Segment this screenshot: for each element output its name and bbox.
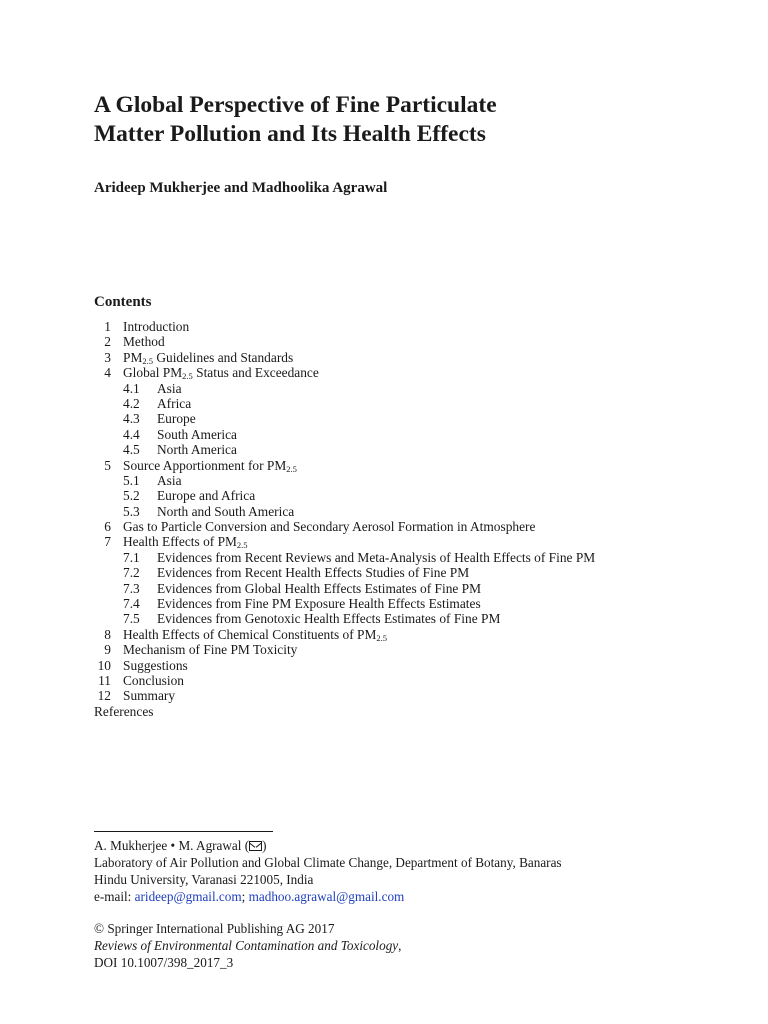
toc-entry-title: Evidences from Recent Health Effects Studies of Fine PM <box>157 565 470 581</box>
paper-page <box>94 0 734 1024</box>
toc-entry-title: Suggestions <box>123 657 188 673</box>
author-footnote <box>94 837 734 905</box>
toc-entry-number: 6 <box>104 519 111 535</box>
toc-entry-title: Gas to Particle Conversion and Secondary Aerosol Formation in Atmosphere <box>123 519 536 535</box>
toc-entry-title: Europe <box>157 411 196 427</box>
toc-entry-subscript: 2.5 <box>376 632 388 643</box>
toc-entry-title: Introduction <box>123 319 190 334</box>
toc-entry-number: 8 <box>104 626 111 642</box>
toc-entry[interactable] <box>94 550 734 565</box>
email-link-agrawal[interactable]: madhoo.agrawal@gmail.com <box>248 889 405 904</box>
toc-entry-title <box>123 458 297 473</box>
toc-entry-number: 4.5 <box>123 442 140 458</box>
toc-entry[interactable] <box>94 319 734 334</box>
toc-entry-title: Asia <box>157 380 182 396</box>
toc-entry-title: References <box>94 703 154 719</box>
copyright-notice: © Springer International Publishing AG 2017 <box>94 921 335 936</box>
email-label: e-mail: <box>94 889 135 904</box>
toc-entry-number: 1 <box>104 319 111 334</box>
toc-entry-title-suffix: Status and Exceedance <box>192 365 319 381</box>
footnote-authors-close: ) <box>262 838 267 853</box>
affiliation-line-2: Hindu University, Varanasi 221005, India <box>94 872 314 887</box>
toc-entry[interactable] <box>94 581 734 596</box>
toc-entry-title <box>123 365 319 380</box>
toc-entry[interactable] <box>94 458 734 473</box>
toc-entry[interactable] <box>94 381 734 396</box>
toc-entry-title: Europe and Africa <box>157 488 256 504</box>
toc-entry-number: 12 <box>97 688 111 704</box>
toc-entry-title: North America <box>157 442 237 458</box>
toc-entry-title: South America <box>157 426 237 442</box>
toc-entry-number: 4.1 <box>123 380 140 396</box>
toc-entry-number: 4 <box>104 365 111 381</box>
toc-entry-title: Evidences from Recent Reviews and Meta-Analysis of Health Effects of Fine PM <box>157 549 596 565</box>
journal-line <box>94 937 734 954</box>
contents-heading: Contents <box>94 294 152 310</box>
toc-entry-number: 2 <box>104 334 111 350</box>
envelope-icon[interactable] <box>249 841 262 851</box>
footnote-authors <box>94 837 734 854</box>
toc-entry[interactable] <box>94 688 734 703</box>
toc-entry-number: 5.2 <box>123 488 140 504</box>
toc-entry[interactable] <box>94 596 734 611</box>
toc-entry-title: Summary <box>123 688 176 704</box>
toc-entry-number: 5.3 <box>123 503 140 519</box>
toc-entry-title-text: PM <box>123 349 143 365</box>
toc-entry-number: 7.2 <box>123 565 140 581</box>
toc-entry-subscript: 2.5 <box>236 540 248 551</box>
title-line-2: Matter Pollution and Its Health Effects <box>94 121 486 147</box>
footnote-authors-text: A. Mukherjee • M. Agrawal ( <box>94 838 250 853</box>
journal-name: Reviews of Environmental Contamination and Toxicology <box>94 938 399 953</box>
toc-entry-title: Evidences from Fine PM Exposure Health Effects Estimates <box>157 596 481 612</box>
toc-entry[interactable] <box>94 427 734 442</box>
toc-entry-title-text: Source Apportionment for PM <box>123 457 287 473</box>
toc-entry-title <box>123 627 387 642</box>
toc-entry[interactable] <box>94 704 734 719</box>
toc-entry-number: 7.3 <box>123 580 140 596</box>
email-line <box>94 888 734 905</box>
toc-entry-number: 7 <box>104 534 111 550</box>
toc-entry-number: 4.2 <box>123 395 140 411</box>
toc-entry-title: Evidences from Global Health Effects Estimates of Fine PM <box>157 580 482 596</box>
doi[interactable]: DOI 10.1007/398_2017_3 <box>94 955 234 970</box>
toc-entry[interactable] <box>94 519 734 534</box>
toc-entry-title: North and South America <box>157 503 295 519</box>
toc-entry[interactable] <box>94 473 734 488</box>
toc-entry[interactable] <box>94 627 734 642</box>
toc-entry-number: 11 <box>98 672 111 688</box>
toc-entry-number: 9 <box>104 642 111 658</box>
toc-entry[interactable] <box>94 642 734 657</box>
toc-entry[interactable] <box>94 334 734 349</box>
toc-entry-number: 7.4 <box>123 596 140 612</box>
title-line-1: A Global Perspective of Fine Particulate <box>94 92 497 118</box>
toc-entry-number: 5 <box>104 457 111 473</box>
toc-entry-title: Method <box>123 334 165 350</box>
toc-entry-subscript: 2.5 <box>142 355 153 366</box>
toc-entry-title-text: Health Effects of Chemical Constituents of PM <box>123 626 377 642</box>
paper-title <box>94 91 714 149</box>
toc-entry-title: Africa <box>157 395 192 411</box>
toc-entry-number: 4.3 <box>123 411 140 427</box>
toc-entry-title: Evidences from Genotoxic Health Effects Estimates of Fine PM <box>157 611 501 627</box>
toc-entry-title-text: Global PM <box>123 365 183 381</box>
publication-info <box>94 920 734 971</box>
toc-entry-title <box>123 534 248 549</box>
toc-entry[interactable] <box>94 365 734 380</box>
toc-entry-title-suffix: Guidelines and Standards <box>152 349 294 365</box>
journal-suffix: , <box>398 938 402 953</box>
toc-entry-title: Asia <box>157 472 182 488</box>
toc-entry-title: Mechanism of Fine PM Toxicity <box>123 642 298 658</box>
toc-entry[interactable] <box>94 396 734 411</box>
toc-entry-number: 4.4 <box>123 426 140 442</box>
toc-entry[interactable] <box>94 504 734 519</box>
toc-entry[interactable] <box>94 442 734 457</box>
email-link-mukherjee[interactable]: arideep@gmail.com <box>134 889 242 904</box>
affiliation-line-1: Laboratory of Air Pollution and Global Climate Change, Department of Botany, Banaras <box>94 855 562 870</box>
author-list: Arideep Mukherjee and Madhoolika Agrawal <box>94 180 388 196</box>
toc-entry-number: 5.1 <box>123 472 140 488</box>
toc-entry[interactable] <box>94 411 734 426</box>
footnote-divider <box>94 831 273 832</box>
toc-entry-title <box>123 350 293 365</box>
toc-entry-number: 3 <box>104 349 111 365</box>
toc-entry[interactable] <box>94 673 734 688</box>
toc-entry-subscript: 2.5 <box>286 463 297 474</box>
toc-entry[interactable] <box>94 350 734 365</box>
toc-entry[interactable] <box>94 611 734 626</box>
table-of-contents <box>94 319 734 719</box>
toc-entry-number: 7.5 <box>123 611 140 627</box>
toc-entry[interactable] <box>94 565 734 580</box>
toc-entry-number: 7.1 <box>123 549 140 565</box>
toc-entry[interactable] <box>94 658 734 673</box>
toc-entry-number: 10 <box>97 657 111 673</box>
toc-entry[interactable] <box>94 534 734 549</box>
toc-entry-subscript: 2.5 <box>182 371 193 382</box>
toc-entry-title: Conclusion <box>123 672 185 688</box>
toc-entry-title-text: Health Effects of PM <box>123 534 237 550</box>
toc-entry[interactable] <box>94 488 734 503</box>
email-separator: ; <box>241 889 249 904</box>
